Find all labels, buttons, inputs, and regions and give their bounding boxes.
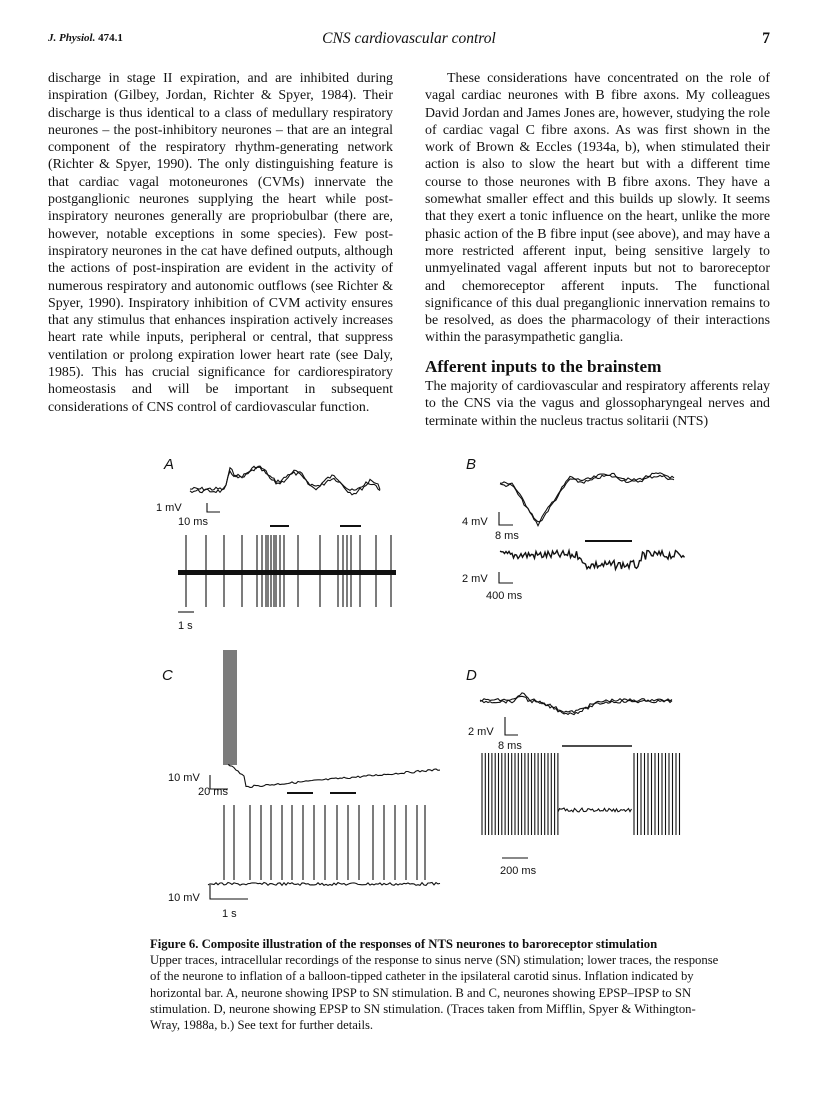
figure-6 — [150, 455, 710, 925]
panel-d-lower-baseline — [558, 808, 632, 812]
panel-c-upper-trace — [228, 764, 440, 787]
panel-label-d: D — [466, 667, 477, 684]
panel-label-c: C — [162, 667, 173, 684]
figure-caption — [150, 936, 724, 1033]
panel-b-lower-scale-bar — [499, 572, 513, 583]
panel-d-upper-scale-time: 8 ms — [498, 740, 522, 752]
running-title: CNS cardiovascular control — [322, 30, 496, 47]
panel-a-upper-scale-bar — [207, 503, 220, 512]
panel-b-upper-scale-bar — [499, 512, 513, 525]
panel-c-lower-scale-voltage: 10 mV — [168, 892, 200, 904]
panel-a-upper-trace — [190, 466, 380, 490]
panel-b-upper-trace — [500, 475, 674, 525]
panel-c-lower-baseline — [208, 883, 440, 886]
journal-volume: 474.1 — [98, 32, 123, 44]
panel-b-lower-trace — [500, 551, 685, 570]
panel-d-upper-scale-voltage: 2 mV — [468, 726, 494, 738]
figure-traces — [150, 455, 710, 925]
panel-b-upper-scale-time: 8 ms — [495, 530, 519, 542]
right-column — [425, 70, 770, 430]
panel-b-lower-scale-time: 400 ms — [486, 590, 523, 602]
caption-title: Figure 6. Composite illustration of the responses of NTS neurones to baroreceptor stimulation — [150, 937, 658, 951]
panel-d-upper-trace — [480, 693, 672, 713]
panel-a-upper-trace-overlay — [190, 467, 380, 495]
panel-a-lower-baseline — [178, 570, 396, 575]
panel-a-upper-scale-time: 10 ms — [178, 516, 208, 528]
journal-name: J. Physiol. — [48, 32, 96, 44]
section-heading: Afferent inputs to the brainstem — [425, 356, 662, 376]
running-header — [48, 30, 770, 54]
panel-b-lower-scale-voltage: 2 mV — [462, 573, 488, 585]
panel-c-upper-scale-voltage: 10 mV — [168, 772, 200, 784]
right-column-paragraph: These considerations have concentrated on the role of vagal cardiac neurones with B fibre axons. My colleagues David Jordan and James Jones are, however, studying the role of cardiac vagal C fibre axons. As was first shown in the work of Brown & Eccles (1934a, b), when stimulated their action is also to slow the heart but with a different time course to those neurones with B fibre axons. They have a somewhat smaller effect and this builds up slowly. It seems that they exert a tonic influence on the heart, unlike the more phasic action of the B fibre input (see above), and may have a more restricted afferent input, being sensitive largely to unmyelinated vagal afferent inputs but not to baroreceptor and chemoreceptor afferent inputs. The functional significance of this dual preganglionic innervation remains to be resolved, as does the pharmacology of their interactions within the parasympathetic ganglia. — [425, 71, 770, 346]
panel-c-upper-spike-burst — [224, 650, 236, 765]
left-column — [48, 70, 393, 416]
panel-c-lower-scale-time: 1 s — [222, 908, 237, 920]
left-column-paragraph: discharge in stage II expiration, and are inhibited during inspiration (Gilbey, Jordan, Richter & Spyer, 1984). Their discharge is thus identical to a class of medullary respiratory neurones – the post-inhibitory neurones – that are an integral component of the respiratory rhythm-generating network (Richter & Spyer, 1990). The only distinguishing feature is that cardiac vagal motoneurones (CVMs) innervate the postganglionic neurones supplying the heart while post-inspiratory neurones generally are propriobulbar (there are, however, notable exceptions in some species). Few post-inspiratory neurones in the cat have defined outputs, although the actions of post-inspiration are evident in the activity of numerous respiratory and autonomic outflows (see Richter & Spyer, 1990). Inspiratory inhibition of CVM activity ensures that any stimulus that enhances inspiration actively increases heart rate while inputs, peripheral or central, that suppress ventilation or prolong expiration lower heart rate (see Daly, 1985). This has crucial significance for cardiorespiratory homeostasis and will be important in subsequent considerations of CNS control of cardiovascular function. — [48, 71, 393, 415]
panel-c-lower-scale-bar — [210, 885, 248, 899]
panel-a-upper-scale-voltage: 1 mV — [156, 502, 182, 514]
panel-c-lower-spikes — [224, 805, 425, 880]
panel-d-lower-scale-time: 200 ms — [500, 865, 537, 877]
panel-label-b: B — [466, 456, 477, 473]
panel-b-upper-scale-voltage: 4 mV — [462, 516, 488, 528]
panel-b-upper-trace-overlay — [500, 473, 674, 522]
panel-c-upper-scale-time: 20 ms — [198, 786, 228, 798]
section-paragraph: The majority of cardiovascular and respiratory afferents relay to the CNS via the vagus and glossopharyngeal nerves and terminate within the nucleus tractus solitarii (NTS) — [425, 379, 770, 429]
caption-body: Upper traces, intracellular recordings of the response to sinus nerve (SN) stimulation; lower traces, the response of the neurone to inflation of a balloon-tipped catheter in the ipsilateral carotid sinus. Inflation indicated by horizontal bar. A, neurone showing IPSP to SN stimulation. B and C, neurones showing EPSP–IPSP to SN stimulation. D, neurone showing EPSP to SN stimulation. (Traces taken from Mifflin, Spyer & Withington-Wray, 1988a, b.) See text for further details. — [150, 953, 719, 1033]
panel-label-a: A — [164, 456, 175, 473]
panel-d-upper-scale-bar — [505, 717, 518, 735]
panel-a-lower-scale-time: 1 s — [178, 620, 193, 632]
panel-d-lower-spikes — [482, 753, 680, 835]
page-number: 7 — [762, 30, 770, 47]
